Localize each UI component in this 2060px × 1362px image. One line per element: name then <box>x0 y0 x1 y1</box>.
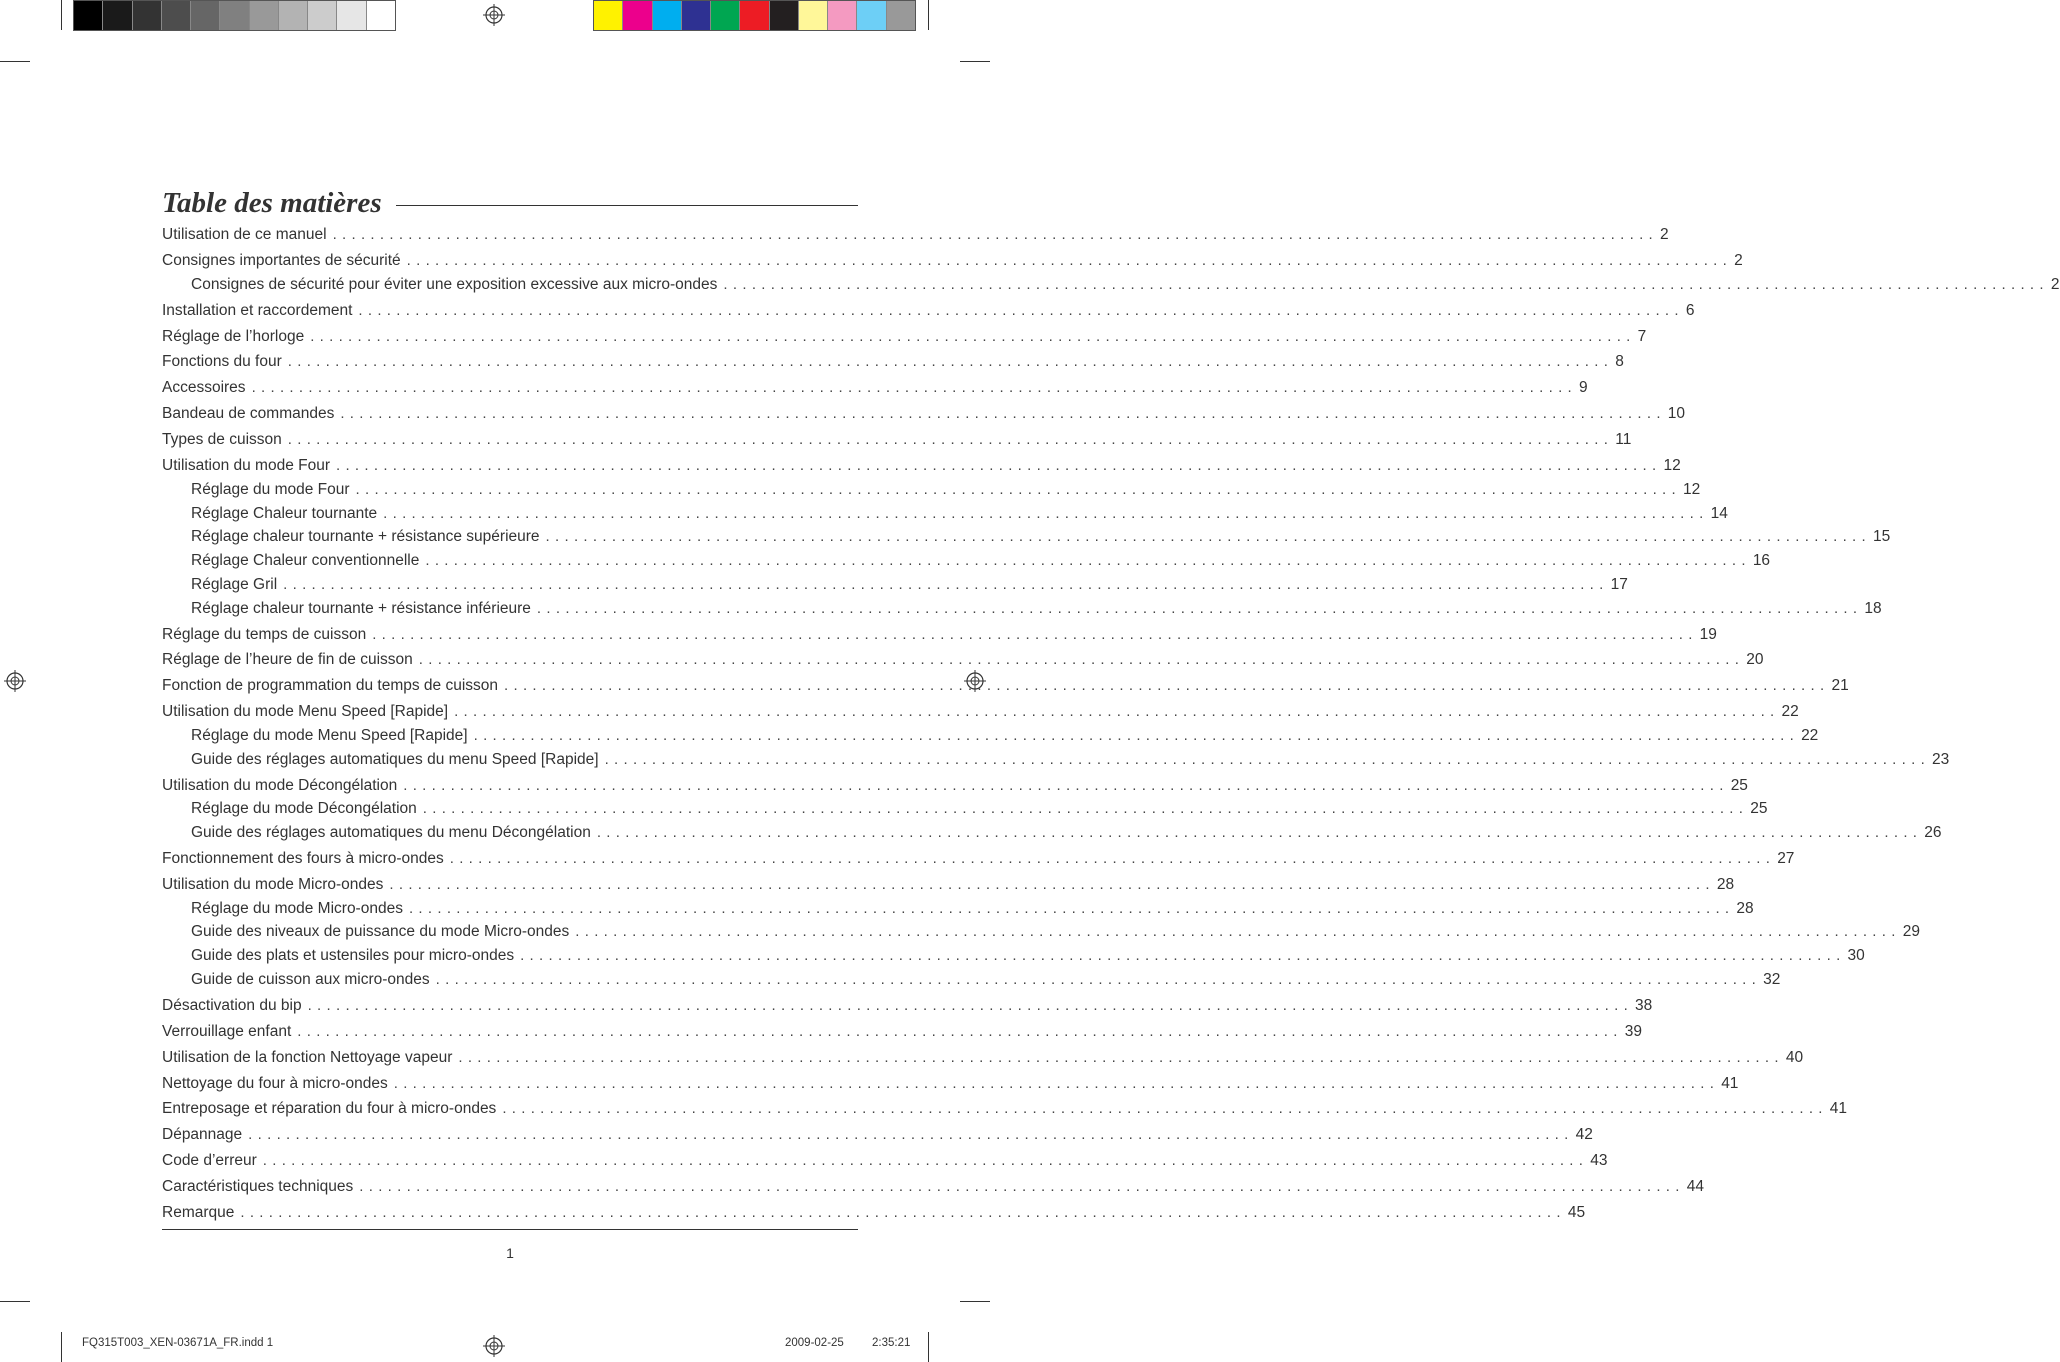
toc-page-number: 28 <box>1736 900 1754 917</box>
color-swatch <box>308 1 337 30</box>
toc-subentry[interactable] <box>191 574 1628 596</box>
toc-page-number: 32 <box>1763 971 1781 988</box>
toc-page-number: 6 <box>1685 302 1695 319</box>
toc-subentry[interactable] <box>191 945 1865 967</box>
dot-leader: ............................................................................................................................................ <box>297 1023 1623 1040</box>
toc-subentry[interactable] <box>191 822 1942 844</box>
dot-leader: ............................................................................................................................................ <box>458 1049 1784 1066</box>
dot-leader: ............................................................................................................................................ <box>449 850 1776 867</box>
toc-entry-label: Guide des réglages automatiques du menu Décongélation <box>191 824 591 841</box>
dot-leader: ............................................................................................................................................ <box>604 751 1931 768</box>
toc-entry[interactable] <box>162 1073 1739 1095</box>
toc-entry-label: Réglage de l’heure de fin de cuisson <box>162 651 413 668</box>
toc-entry-label: Guide de cuisson aux micro-ondes <box>191 971 430 988</box>
toc-page-number: 7 <box>1637 328 1647 345</box>
toc-page-number: 9 <box>1579 379 1588 396</box>
color-swatch <box>337 1 366 30</box>
process-color-bar <box>593 0 916 31</box>
toc-entry[interactable] <box>162 775 1748 797</box>
toc-entry[interactable] <box>162 675 1849 697</box>
toc-entry-label: Réglage de l’horloge <box>162 328 305 345</box>
crop-mark <box>928 0 929 30</box>
toc-page-number: 12 <box>1683 481 1701 498</box>
toc-page-number: 12 <box>1663 457 1681 474</box>
registration-mark-icon <box>4 670 26 692</box>
toc-entry[interactable] <box>162 250 1743 272</box>
dot-leader: ............................................................................................................................................ <box>359 1178 1685 1195</box>
toc-subentry[interactable] <box>191 798 1768 820</box>
toc-page-number: 19 <box>1699 626 1717 643</box>
toc-subentry[interactable] <box>191 898 1754 920</box>
dot-leader: ............................................................................................................................................ <box>287 353 1614 370</box>
toc-entry-label: Réglage Chaleur conventionnelle <box>191 552 420 569</box>
footer-file-name: FQ315T003_XEN-03671A_FR.indd 1 <box>82 1337 274 1349</box>
dot-leader: ............................................................................................................................................ <box>504 677 1830 694</box>
dot-leader: ............................................................................................................................................ <box>383 505 1709 522</box>
toc-entry[interactable] <box>162 624 1717 646</box>
color-swatch <box>250 1 279 30</box>
toc-page-number: 14 <box>1710 505 1728 522</box>
toc-page-number: 15 <box>1873 528 1891 545</box>
toc-entry-label: Réglage du mode Décongélation <box>191 800 417 817</box>
color-swatch <box>740 1 769 30</box>
toc-page-number: 38 <box>1635 997 1653 1014</box>
toc-entry-label: Utilisation du mode Décongélation <box>162 777 398 794</box>
color-swatch <box>623 1 652 30</box>
footer-time: 2:35:21 <box>872 1337 911 1349</box>
toc-subentry[interactable] <box>191 921 1920 943</box>
dot-leader: ............................................................................................................................................ <box>425 552 1751 569</box>
toc-entry-label: Utilisation du mode Micro-ondes <box>162 876 384 893</box>
footer-date: 2009-02-25 <box>785 1337 844 1349</box>
color-swatch <box>594 1 623 30</box>
toc-entry-label: Réglage du mode Micro-ondes <box>191 900 403 917</box>
dot-leader: ............................................................................................................................................ <box>545 528 1871 545</box>
toc-page-number: 40 <box>1785 1049 1804 1066</box>
toc-entry[interactable] <box>162 326 1647 348</box>
toc-entry-label: Utilisation de ce manuel <box>162 226 327 243</box>
toc-entry[interactable] <box>162 429 1632 451</box>
toc-entry-label: Remarque <box>162 1204 235 1221</box>
color-swatch <box>74 1 103 30</box>
dot-leader: ............................................................................................................................................ <box>422 800 1749 817</box>
toc-page-number: 22 <box>1801 727 1819 744</box>
color-swatch <box>279 1 308 30</box>
toc-page-number: 45 <box>1567 1204 1586 1221</box>
toc-page-number: 41 <box>1829 1100 1848 1117</box>
toc-entry-label: Guide des plats et ustensiles pour micro-ondes <box>191 947 515 964</box>
toc-page-number: 2 <box>2050 276 2060 293</box>
dot-leader: ............................................................................................................................................ <box>575 923 1901 940</box>
toc-entry[interactable] <box>162 995 1653 1017</box>
color-swatch <box>770 1 799 30</box>
toc-entry[interactable] <box>162 351 1624 373</box>
toc-entry[interactable] <box>162 1176 1704 1198</box>
toc-page-number: 16 <box>1752 552 1771 569</box>
color-swatch <box>887 1 915 30</box>
dot-leader: ............................................................................................................................................ <box>389 876 1715 893</box>
toc-entry[interactable] <box>162 1124 1593 1146</box>
toc-entry-label: Accessoires <box>162 379 246 396</box>
toc-entry-label: Installation et raccordement <box>162 302 353 319</box>
crop-mark <box>960 61 990 62</box>
dot-leader: ............................................................................................................................................ <box>418 651 1745 668</box>
toc-entry-label: Fonctionnement des fours à micro-ondes <box>162 850 444 867</box>
toc-entry[interactable] <box>162 403 1686 425</box>
crop-mark <box>0 1301 30 1302</box>
page-title: Table des matières <box>162 186 382 219</box>
dot-leader: ............................................................................................................................................ <box>251 379 1578 396</box>
registration-mark-icon <box>483 1335 505 1357</box>
toc-page-number: 25 <box>1750 800 1768 817</box>
toc-page-number: 30 <box>1847 947 1865 964</box>
toc-page-number: 28 <box>1716 876 1735 893</box>
toc-entry-label: Réglage du mode Menu Speed [Rapide] <box>191 727 468 744</box>
dot-leader: ............................................................................................................................................ <box>340 405 1666 422</box>
toc-entry[interactable] <box>162 1021 1642 1043</box>
dot-leader: ............................................................................................................................................ <box>358 302 1684 319</box>
toc-page-number: 25 <box>1730 777 1748 794</box>
dot-leader: ............................................................................................................................................ <box>283 576 1609 593</box>
toc-entry-label: Utilisation du mode Menu Speed [Rapide] <box>162 703 449 720</box>
toc-entry-label: Utilisation de la fonction Nettoyage vapeur <box>162 1049 453 1066</box>
color-swatch <box>799 1 828 30</box>
toc-entry-label: Verrouillage enfant <box>162 1023 292 1040</box>
dot-leader: ............................................................................................................................................ <box>473 727 1800 744</box>
toc-page-number: 41 <box>1721 1075 1739 1092</box>
toc-entry-label: Réglage chaleur tournante + résistance supérieure <box>191 528 540 545</box>
dot-leader: ............................................................................................................................................ <box>502 1100 1828 1117</box>
toc-page-number: 23 <box>1932 751 1950 768</box>
crop-mark <box>960 1301 990 1302</box>
crop-mark <box>928 1332 929 1362</box>
toc-entry-label: Réglage du mode Four <box>191 481 350 498</box>
toc-page-number: 11 <box>1615 431 1632 448</box>
toc-entry[interactable] <box>162 224 1669 246</box>
toc-entry-label: Bandeau de commandes <box>162 405 335 422</box>
toc-header <box>162 183 858 223</box>
color-swatch <box>367 1 395 30</box>
toc-page-number: 8 <box>1615 353 1624 370</box>
toc-page-number: 39 <box>1624 1023 1642 1040</box>
toc-entry-label: Fonction de programmation du temps de cuisson <box>162 677 499 694</box>
toc-page-number: 20 <box>1746 651 1764 668</box>
color-swatch <box>682 1 711 30</box>
dot-leader: ............................................................................................................................................ <box>393 1075 1720 1092</box>
toc-entry[interactable] <box>162 455 1681 477</box>
toc-subentry[interactable] <box>191 749 1950 771</box>
toc-entry-label: Réglage Gril <box>191 576 278 593</box>
dot-leader: ............................................................................................................................................ <box>454 703 1780 720</box>
toc-entry-label: Guide des niveaux de puissance du mode Micro-ondes <box>191 923 570 940</box>
toc-entry-label: Types de cuisson <box>162 431 282 448</box>
dot-leader: ............................................................................................................................................ <box>596 824 1923 841</box>
toc-entry[interactable] <box>162 649 1764 671</box>
color-swatch <box>220 1 249 30</box>
toc-entry-label: Consignes de sécurité pour éviter une exposition excessive aux micro-ondes <box>191 276 718 293</box>
toc-entry-label: Entreposage et réparation du four à micro-ondes <box>162 1100 497 1117</box>
toc-entry-label: Fonctions du four <box>162 353 282 370</box>
title-rule <box>396 205 858 206</box>
toc-entry-label: Dépannage <box>162 1126 243 1143</box>
toc-subentry[interactable] <box>191 274 2060 296</box>
toc-entry-label: Réglage du temps de cuisson <box>162 626 367 643</box>
toc-entry[interactable] <box>162 377 1588 399</box>
toc-entry[interactable] <box>162 1098 1848 1120</box>
dot-leader: ............................................................................................................................................ <box>336 457 1662 474</box>
toc-page-number: 21 <box>1831 677 1849 694</box>
toc-page-number: 18 <box>1864 600 1882 617</box>
color-swatch <box>191 1 220 30</box>
toc-entry-label: Consignes importantes de sécurité <box>162 252 401 269</box>
toc-subentry[interactable] <box>191 526 1891 548</box>
color-swatch <box>133 1 162 30</box>
dot-leader: ............................................................................................................................................ <box>307 997 1634 1014</box>
toc-subentry[interactable] <box>191 550 1771 572</box>
toc-subentry[interactable] <box>191 479 1701 501</box>
toc-entry-label: Réglage Chaleur tournante <box>191 505 378 522</box>
toc-page-number: 2 <box>1734 252 1743 269</box>
toc-page-number: 42 <box>1575 1126 1593 1143</box>
dot-leader: ............................................................................................................................................ <box>287 431 1614 448</box>
toc-entry[interactable] <box>162 848 1795 870</box>
dot-leader: ............................................................................................................................................ <box>332 226 1659 243</box>
dot-leader: ............................................................................................................................................ <box>372 626 1698 643</box>
toc-page-number: 29 <box>1902 923 1920 940</box>
toc-page-number: 10 <box>1667 405 1686 422</box>
dot-leader: ............................................................................................................................................ <box>408 900 1735 917</box>
toc-entry[interactable] <box>162 300 1695 322</box>
color-swatch <box>162 1 191 30</box>
toc-entry[interactable] <box>162 874 1735 896</box>
crop-mark <box>61 1332 62 1362</box>
toc-entry[interactable] <box>162 701 1799 723</box>
toc-subentry[interactable] <box>191 503 1728 525</box>
toc-page-number: 44 <box>1686 1178 1704 1195</box>
toc-subentry[interactable] <box>191 725 1819 747</box>
grayscale-color-bar <box>73 0 396 31</box>
toc-entry[interactable] <box>162 1150 1608 1172</box>
color-swatch <box>103 1 132 30</box>
color-swatch <box>828 1 857 30</box>
toc-entry-label: Code d’erreur <box>162 1152 257 1169</box>
toc-entry[interactable] <box>162 1202 1586 1224</box>
toc-entry-label: Désactivation du bip <box>162 997 302 1014</box>
toc-entry-label: Nettoyage du four à micro-ondes <box>162 1075 388 1092</box>
dot-leader: ............................................................................................................................................ <box>262 1152 1589 1169</box>
color-swatch <box>653 1 682 30</box>
toc-page-number: 22 <box>1781 703 1799 720</box>
toc-subentry[interactable] <box>191 969 1781 991</box>
toc-entry-label: Réglage chaleur tournante + résistance inférieure <box>191 600 531 617</box>
crop-mark <box>61 0 62 30</box>
color-swatch <box>711 1 740 30</box>
dot-leader: ............................................................................................................................................ <box>520 947 1846 964</box>
page-number: 1 <box>506 1245 514 1261</box>
dot-leader: ............................................................................................................................................ <box>240 1204 1566 1221</box>
dot-leader: ............................................................................................................................................ <box>248 1126 1574 1143</box>
toc-entry-label: Caractéristiques techniques <box>162 1178 354 1195</box>
crop-mark <box>0 61 30 62</box>
dot-leader: ............................................................................................................................................ <box>403 777 1729 794</box>
dot-leader: ............................................................................................................................................ <box>435 971 1762 988</box>
dot-leader: ............................................................................................................................................ <box>355 481 1681 498</box>
toc-entry[interactable] <box>162 1047 1804 1069</box>
dot-leader: ............................................................................................................................................ <box>406 252 1733 269</box>
toc-entry-label: Utilisation du mode Four <box>162 457 330 474</box>
toc-page-number: 27 <box>1777 850 1795 867</box>
toc-page-number: 17 <box>1610 576 1628 593</box>
toc-subentry[interactable] <box>191 598 1882 620</box>
dot-leader: ............................................................................................................................................ <box>536 600 1863 617</box>
toc-page-number: 2 <box>1660 226 1669 243</box>
bottom-rule <box>162 1229 858 1230</box>
toc-entry-label: Guide des réglages automatiques du menu Speed [Rapide] <box>191 751 599 768</box>
registration-mark-icon <box>483 4 505 26</box>
dot-leader: ............................................................................................................................................ <box>310 328 1636 345</box>
color-swatch <box>857 1 886 30</box>
toc-page-number: 26 <box>1924 824 1942 841</box>
dot-leader: ............................................................................................................................................ <box>723 276 2049 293</box>
toc-page-number: 43 <box>1590 1152 1608 1169</box>
